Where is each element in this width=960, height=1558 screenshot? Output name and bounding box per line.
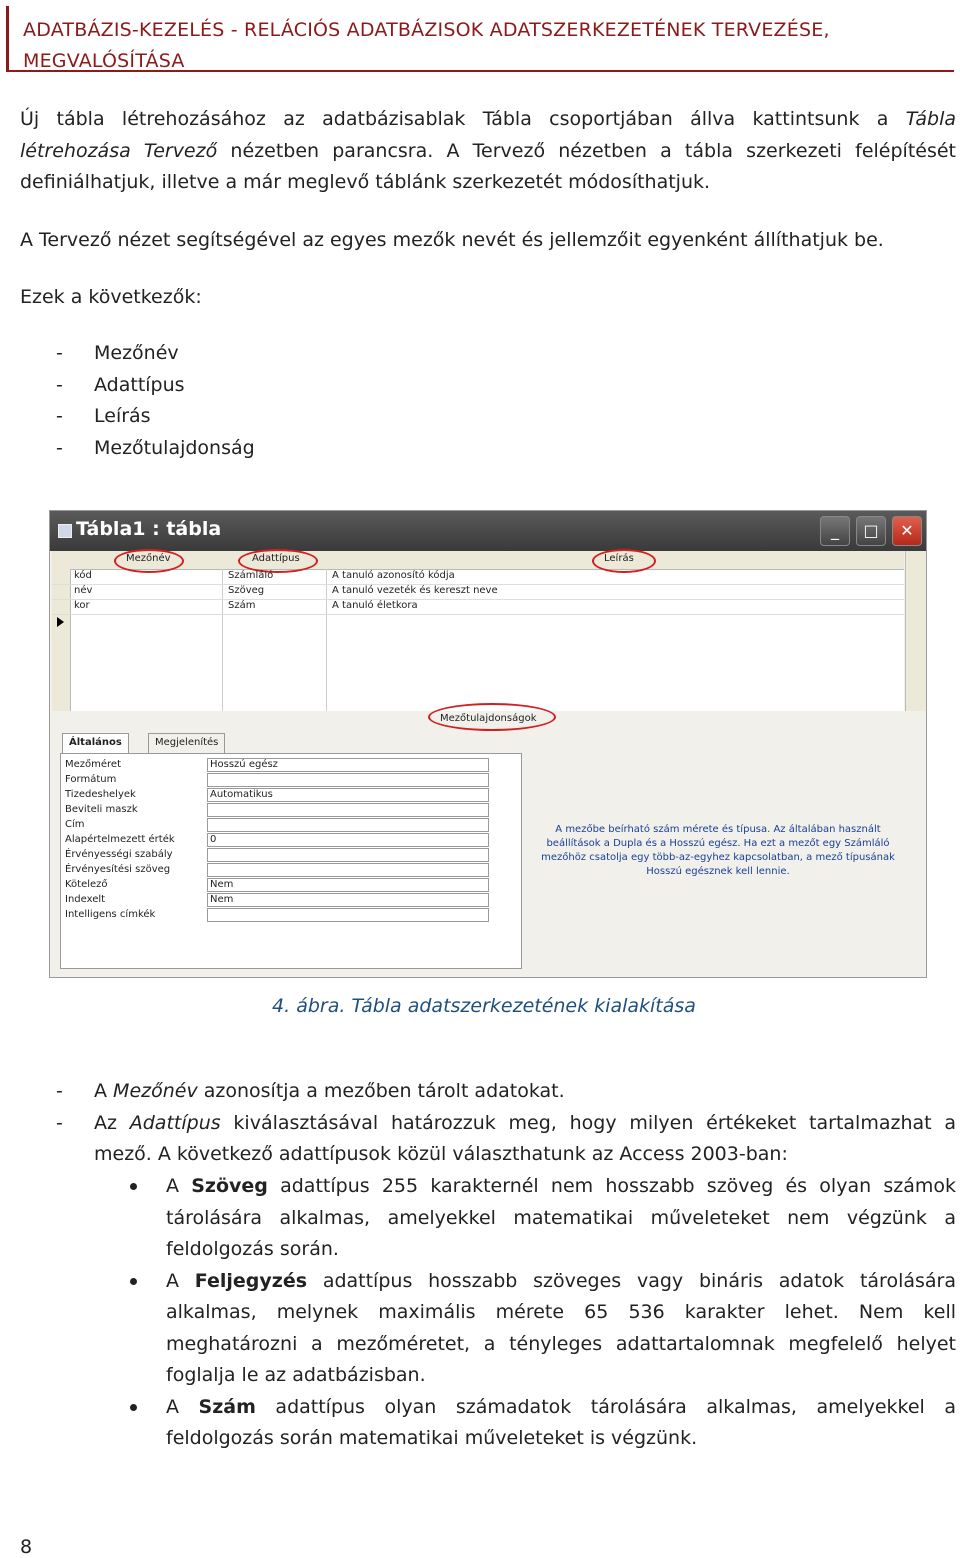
figure-caption (0, 995, 960, 1017)
property-row[interactable]: Mezőméret Hosszú egész (61, 758, 521, 773)
current-row-arrow-icon (57, 617, 64, 627)
maximize-button[interactable]: □ (856, 516, 886, 546)
list-item: - Leírás (56, 401, 255, 433)
figure-caption-text: 4. ábra. Tábla adatszerkezetének kialakítása (272, 995, 696, 1017)
property-row[interactable]: Érvényesítési szöveg (61, 863, 521, 878)
property-value[interactable]: Nem (207, 878, 489, 892)
highlight-oval (428, 703, 556, 731)
close-button[interactable]: ✕ (892, 516, 922, 546)
property-row[interactable]: Kötelező Nem (61, 878, 521, 893)
table-row[interactable] (52, 599, 904, 615)
list-item-label: Adattípus (94, 373, 185, 396)
list-item: - A Mezőnév azonosítja a mezőben tárolt adatokat. (56, 1080, 565, 1102)
field-desc: A tanuló azonosító kódja (332, 570, 455, 581)
column-header-desc: Leírás (604, 553, 634, 564)
definition-list (56, 1076, 956, 1171)
property-value[interactable] (207, 818, 489, 832)
property-row[interactable]: Tizedeshelyek Automatikus (61, 788, 521, 803)
bullet-item: A Szám adattípus olyan számadatok tárolására alkalmas, amelyekkel a feldolgozás során matematikai műveleteket is végzünk. (130, 1392, 956, 1455)
property-hint-text: A mezőbe beírható szám mérete és típusa. Az általában használt beállítások a Dupla és a Hosszú egész. Ha ezt a mezőt egy Számláló mezőhöz csatolja egy több-az-egyhez kapcsolatban, a mező típusának Hosszú egésznek kell lennie. (541, 824, 895, 877)
list-item-label: Mezőnév (94, 342, 179, 364)
intro-paragraph-3: Ezek a következők: (20, 286, 202, 308)
property-row[interactable]: Beviteli maszk (61, 803, 521, 818)
bullet-icon (130, 1278, 137, 1285)
table-icon (58, 524, 72, 538)
page-header (6, 6, 954, 72)
tab-general[interactable]: Általános (62, 733, 129, 753)
list-item-label: Leírás (94, 405, 151, 427)
vertical-scrollbar[interactable] (905, 551, 926, 711)
list-item: - Mezőnév (56, 338, 255, 370)
intro-paragraph (20, 104, 956, 199)
property-value[interactable] (207, 773, 489, 787)
minimize-button[interactable]: _ (820, 516, 850, 546)
property-value[interactable]: 0 (207, 833, 489, 847)
property-row[interactable]: Alapértelmezett érték 0 (61, 833, 521, 848)
field-type: Szöveg (228, 585, 265, 596)
table-row[interactable] (52, 584, 904, 600)
property-row[interactable]: Intelligens címkék (61, 908, 521, 923)
bullet-item: A Szöveg adattípus 255 karakternél nem hosszabb szöveg és olyan számok tárolására alkalmas, amelyekkel matematikai műveleteket nem végzünk a feldolgozás során. (130, 1171, 956, 1266)
window-title: Tábla1 : tábla (76, 518, 222, 540)
intro-italic: Tábla létrehozása Tervező (20, 108, 956, 162)
field-properties-label: Mezőtulajdonságok (440, 713, 537, 724)
field-desc: A tanuló életkora (332, 600, 418, 611)
intro-text-a: Új tábla létrehozásához az adatbázisablak Tábla csoportjában állva kattintsunk a (20, 108, 906, 130)
list-item-label: Mezőtulajdonság (94, 436, 255, 459)
field-name: kor (74, 600, 90, 611)
bullet-icon (130, 1404, 137, 1411)
field-grid (52, 551, 904, 711)
header-title: ADATBÁZIS-KEZELÉS - RELÁCIÓS ADATBÁZISOK ADATSZERKEZETÉNEK TERVEZÉSE, MEGVALÓSÍTÁSA (23, 19, 830, 72)
table-design-screenshot (49, 510, 927, 978)
property-value[interactable] (207, 863, 489, 877)
property-value[interactable]: Hosszú egész (207, 758, 489, 772)
column-header-name: Mezőnév (126, 553, 171, 564)
property-value[interactable]: Nem (207, 893, 489, 907)
bullet-item: A Feljegyzés adattípus hosszabb szöveges vagy bináris adatok tárolására alkalmas, melynek maximális mérete 65 536 karakter lehet. Nem kell meghatározni a mezőméretet, a tényleges adattartalomnak megfelelő helyet foglalja le az adatbázisban. (130, 1266, 956, 1392)
bullet-icon (130, 1183, 137, 1190)
table-row[interactable] (52, 569, 904, 585)
property-row[interactable]: Indexelt Nem (61, 893, 521, 908)
field-name: név (74, 585, 93, 596)
intro-paragraph-2: A Tervező nézet segítségével az egyes mezők nevét és jellemzőit egyenként állíthatjuk be. (20, 229, 884, 251)
property-value[interactable] (207, 803, 489, 817)
property-row[interactable]: Érvényességi szabály (61, 848, 521, 863)
field-type: Szám (228, 600, 256, 611)
field-name: kód (74, 570, 92, 581)
window-titlebar (50, 511, 926, 551)
column-header-type: Adattípus (252, 553, 300, 564)
dash-list (56, 338, 255, 464)
property-value[interactable] (207, 848, 489, 862)
bullet-list (130, 1171, 956, 1455)
field-type: Számláló (228, 570, 274, 581)
property-value[interactable]: Automatikus (207, 788, 489, 802)
property-row[interactable]: Cím (61, 818, 521, 833)
list-item: - Mezőtulajdonság (56, 433, 255, 465)
property-row[interactable]: Formátum (61, 773, 521, 788)
properties-panel (60, 753, 522, 969)
intro-text-b: nézetben parancsra. A Tervező nézetben a tábla szerkezeti felépítését definiálhatjuk, illetve a már meglevő táblánk szerkezetét módosíthatjuk. (20, 139, 957, 193)
tab-lookup[interactable]: Megjelenítés (148, 733, 225, 753)
list-item: - Adattípus (56, 370, 255, 402)
property-value[interactable] (207, 908, 489, 922)
field-desc: A tanuló vezeték és kereszt neve (332, 585, 498, 596)
page-number: 8 (20, 1536, 33, 1558)
list-item: - Az Adattípus kiválasztásával határozzuk meg, hogy milyen értékeket tartalmazhat a mező. A következő adattípusok közül választhatunk az Access 2003-ban: (56, 1111, 956, 1165)
